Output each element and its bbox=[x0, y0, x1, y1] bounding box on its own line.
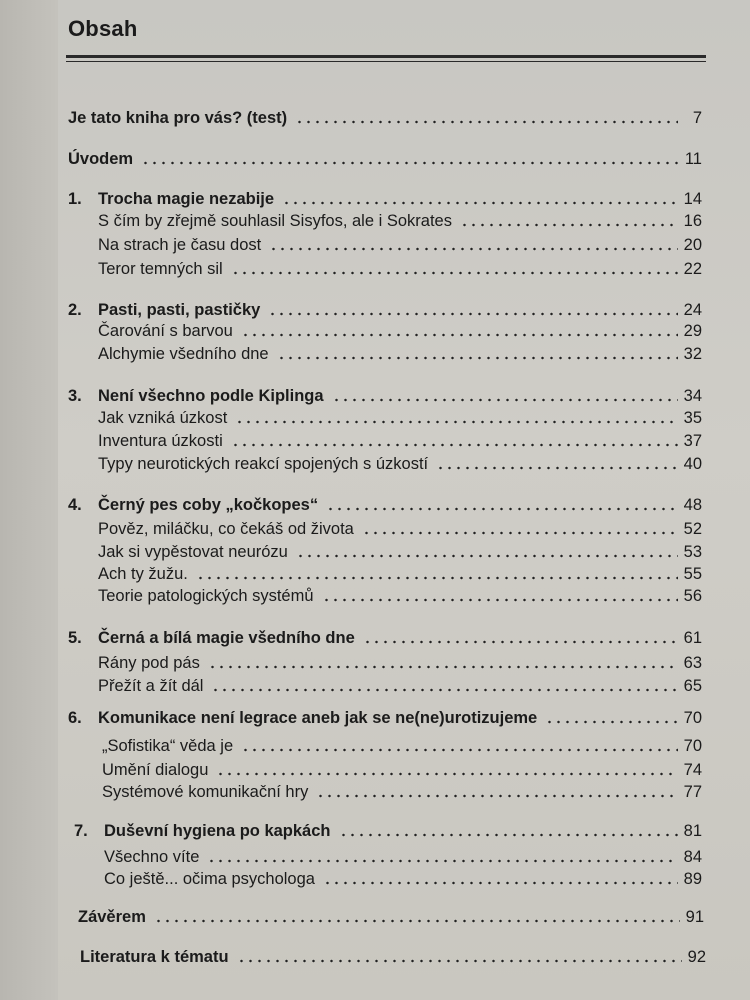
subentry-page: 32 bbox=[683, 345, 702, 363]
chapter-number: 7. bbox=[74, 822, 88, 840]
subentry-title: Čarování s barvou bbox=[98, 322, 233, 340]
leader-dots bbox=[296, 554, 678, 558]
leader-dots bbox=[332, 398, 678, 402]
subentry-title: Jak si vypěstovat neurózu bbox=[98, 543, 288, 561]
leader-dots bbox=[237, 959, 682, 963]
toc-subentry[interactable] bbox=[102, 759, 702, 781]
chapter-title: Komunikace není legrace aneb jak se ne(ne)urotizujeme bbox=[98, 709, 538, 727]
subentry-page: 77 bbox=[683, 783, 702, 801]
leader-dots bbox=[231, 271, 678, 275]
toc-subentry[interactable] bbox=[98, 234, 702, 256]
leader-dots bbox=[326, 507, 678, 511]
chapter-title: Černý pes coby „kočkopes“ bbox=[98, 496, 319, 514]
toc-page bbox=[58, 0, 750, 1000]
leader-dots bbox=[208, 665, 678, 669]
entry-page: 92 bbox=[687, 948, 706, 966]
chapter-page: 61 bbox=[683, 629, 702, 647]
subentry-page: 70 bbox=[683, 737, 702, 755]
chapter-number: 3. bbox=[68, 387, 82, 405]
table-of-contents bbox=[58, 0, 750, 1000]
leader-dots bbox=[207, 859, 678, 863]
toc-chapter-1[interactable] bbox=[68, 188, 702, 210]
toc-subentry[interactable] bbox=[102, 781, 702, 803]
subentry-page: 55 bbox=[683, 565, 702, 583]
toc-entry-literatura[interactable] bbox=[80, 946, 706, 968]
subentry-title: Rány pod pás bbox=[98, 654, 200, 672]
subentry-page: 53 bbox=[683, 543, 702, 561]
subentry-title: Co ještě... očima psychologa bbox=[104, 870, 315, 888]
leader-dots bbox=[211, 688, 678, 692]
chapter-page: 24 bbox=[683, 301, 702, 319]
subentry-title: Jak vzniká úzkost bbox=[98, 409, 228, 427]
chapter-page: 14 bbox=[683, 190, 702, 208]
subentry-page: 16 bbox=[683, 212, 702, 230]
entry-page: 91 bbox=[685, 908, 704, 926]
chapter-title: Není všechno podle Kiplinga bbox=[98, 387, 324, 405]
subentry-page: 37 bbox=[683, 432, 702, 450]
chapter-number: 6. bbox=[68, 709, 82, 727]
toc-chapter-4[interactable] bbox=[68, 494, 702, 516]
subentry-title: Umění dialogu bbox=[102, 761, 209, 779]
subentry-page: 84 bbox=[683, 848, 702, 866]
subentry-page: 56 bbox=[683, 587, 702, 605]
leader-dots bbox=[282, 201, 678, 205]
toc-subentry[interactable] bbox=[98, 430, 702, 452]
leader-dots bbox=[235, 420, 678, 424]
entry-title: Úvodem bbox=[68, 150, 134, 168]
leader-dots bbox=[277, 356, 678, 360]
toc-entry-zaverem[interactable] bbox=[78, 906, 704, 928]
subentry-page: 65 bbox=[683, 677, 702, 695]
leader-dots bbox=[269, 247, 678, 251]
toc-subentry[interactable] bbox=[98, 652, 702, 674]
toc-subentry[interactable] bbox=[98, 585, 702, 607]
toc-subentry[interactable] bbox=[104, 846, 702, 868]
entry-title: Literatura k tématu bbox=[80, 948, 229, 966]
toc-chapter-7[interactable] bbox=[74, 820, 702, 842]
toc-subentry[interactable] bbox=[98, 541, 702, 563]
subentry-title: Pověz, miláčku, co čekáš od života bbox=[98, 520, 354, 538]
entry-title: Je tato kniha pro vás? (test) bbox=[68, 109, 288, 127]
leader-dots bbox=[339, 833, 679, 837]
toc-subentry[interactable] bbox=[98, 407, 702, 429]
subentry-title: Typy neurotických reakcí spojených s úzkostí bbox=[98, 455, 429, 473]
leader-dots bbox=[362, 531, 678, 535]
subentry-page: 89 bbox=[683, 870, 702, 888]
chapter-title: Duševní hygiena po kapkách bbox=[104, 822, 331, 840]
toc-chapter-5[interactable] bbox=[68, 627, 702, 649]
leader-dots bbox=[241, 333, 678, 337]
leader-dots bbox=[322, 598, 678, 602]
chapter-title: Černá a bílá magie všedního dne bbox=[98, 629, 355, 647]
toc-subentry[interactable] bbox=[98, 320, 702, 342]
leader-dots bbox=[545, 720, 678, 724]
leader-dots bbox=[363, 640, 678, 644]
toc-subentry[interactable] bbox=[102, 735, 702, 757]
toc-subentry[interactable] bbox=[98, 258, 702, 280]
leader-dots bbox=[196, 576, 678, 580]
toc-subentry[interactable] bbox=[104, 868, 702, 890]
entry-page: 7 bbox=[692, 109, 702, 127]
chapter-number: 5. bbox=[68, 629, 82, 647]
chapter-page: 34 bbox=[683, 387, 702, 405]
toc-subentry[interactable] bbox=[98, 453, 702, 475]
leader-dots bbox=[141, 161, 678, 165]
chapter-page: 81 bbox=[683, 822, 702, 840]
subentry-title: Přežít a žít dál bbox=[98, 677, 204, 695]
toc-subentry[interactable] bbox=[98, 563, 702, 585]
subentry-page: 74 bbox=[683, 761, 702, 779]
leader-dots bbox=[231, 443, 678, 447]
chapter-title: Pasti, pasti, pastičky bbox=[98, 301, 261, 319]
subentry-page: 29 bbox=[683, 322, 702, 340]
subentry-title: Teror temných sil bbox=[98, 260, 223, 278]
subentry-page: 22 bbox=[683, 260, 702, 278]
subentry-title: Ach ty žužu. bbox=[98, 565, 188, 583]
subentry-page: 63 bbox=[683, 654, 702, 672]
entry-page: 11 bbox=[684, 150, 702, 168]
subentry-title: Systémové komunikační hry bbox=[102, 783, 309, 801]
page-title: Obsah bbox=[68, 16, 138, 41]
chapter-title: Trocha magie nezabije bbox=[98, 190, 275, 208]
toc-subentry[interactable] bbox=[98, 343, 702, 365]
entry-title: Závěrem bbox=[78, 908, 146, 926]
chapter-number: 2. bbox=[68, 301, 82, 319]
subentry-page: 40 bbox=[683, 455, 702, 473]
subentry-page: 20 bbox=[683, 236, 702, 254]
subentry-page: 52 bbox=[683, 520, 702, 538]
toc-chapter-3[interactable] bbox=[68, 385, 702, 407]
subentry-title: „Sofistika“ věda je bbox=[102, 737, 234, 755]
leader-dots bbox=[241, 748, 678, 752]
subentry-title: S čím by zřejmě souhlasil Sisyfos, ale i Sokrates bbox=[98, 212, 452, 230]
leader-dots bbox=[268, 312, 678, 316]
toc-subentry[interactable] bbox=[98, 518, 702, 540]
subentry-title: Alchymie všedního dne bbox=[98, 345, 269, 363]
toc-entry-intro-test[interactable] bbox=[68, 107, 702, 129]
subentry-title: Všechno víte bbox=[104, 848, 200, 866]
subentry-page: 35 bbox=[683, 409, 702, 427]
leader-dots bbox=[154, 919, 680, 923]
leader-dots bbox=[460, 223, 678, 227]
toc-entry-intro-uvodem[interactable] bbox=[68, 148, 702, 170]
chapter-number: 1. bbox=[68, 190, 82, 208]
leader-dots bbox=[295, 120, 678, 124]
chapter-number: 4. bbox=[68, 496, 82, 514]
subentry-title: Na strach je času dost bbox=[98, 236, 262, 254]
toc-subentry[interactable] bbox=[98, 210, 702, 232]
leader-dots bbox=[323, 881, 678, 885]
chapter-page: 48 bbox=[683, 496, 702, 514]
toc-chapter-6[interactable] bbox=[68, 707, 702, 729]
leader-dots bbox=[316, 794, 678, 798]
toc-subentry[interactable] bbox=[98, 675, 702, 697]
subentry-title: Teorie patologických systémů bbox=[98, 587, 314, 605]
subentry-title: Inventura úzkosti bbox=[98, 432, 223, 450]
chapter-page: 70 bbox=[683, 709, 702, 727]
toc-chapter-2[interactable] bbox=[68, 299, 702, 321]
leader-dots bbox=[216, 772, 678, 776]
page-edge bbox=[0, 0, 58, 1000]
leader-dots bbox=[436, 466, 678, 470]
